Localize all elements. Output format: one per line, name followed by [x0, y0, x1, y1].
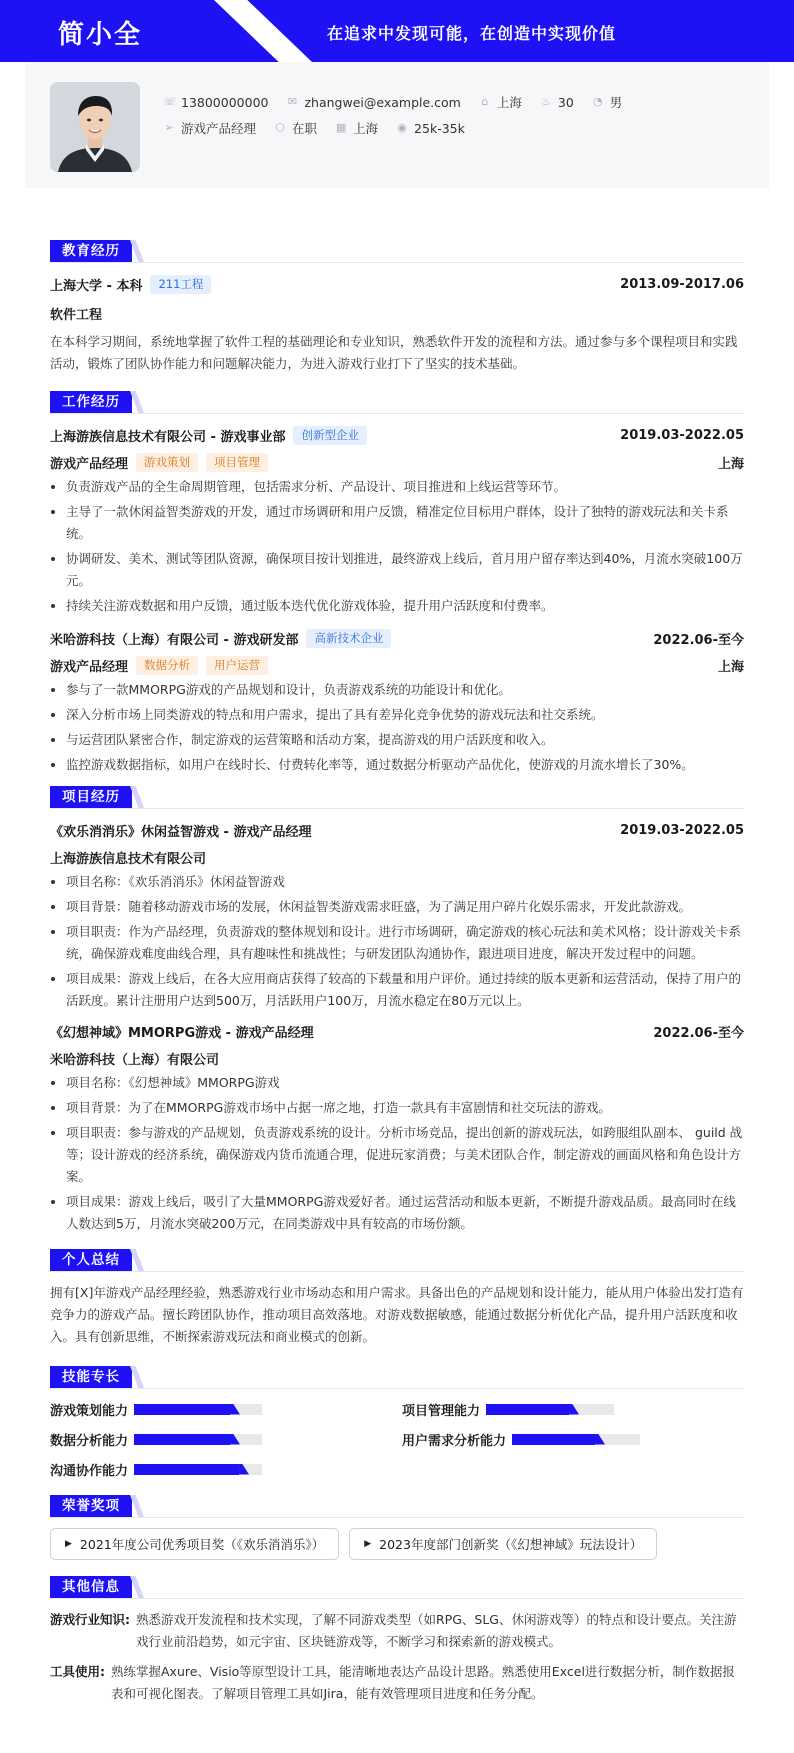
award-item: [349, 1528, 657, 1560]
skill-level-fill: [486, 1404, 569, 1415]
skill-name: 用户需求分析能力: [402, 1433, 507, 1449]
home-icon: ⌂: [481, 95, 489, 108]
work-section: [50, 391, 744, 776]
candidate-name: 简小全: [58, 20, 143, 50]
other-info-text: 熟练掌握Axure、Visio等原型设计工具，能清晰地表达产品设计思路。熟悉使用Excel进行数据分析，制作数据报表和可视化图表。了解项目管理工具如Jira，能有效管理项目进度和任务分配。: [111, 1664, 735, 1701]
company-tag: 高新技术企业: [306, 629, 391, 648]
skill-level-bar: [486, 1404, 614, 1415]
skill-name: 沟通协作能力: [50, 1463, 129, 1479]
skill-level-tail: [569, 1404, 579, 1415]
salary-icon: ◉: [397, 121, 407, 134]
avatar: [50, 82, 140, 172]
summary-text: 拥有[X]年游戏产品经理经验，熟悉游戏行业市场动态和用户需求。具备出色的产品规划和设计能力，能从用户体验出发打造有竞争力的游戏产品。擅长跨团队协作，推动项目高效落地。对游戏数据敏感，能通过数据分析优化产品，提升用户活跃度和收入。具有创新思维，不断探索游戏玩法和商业模式的创新。: [50, 1285, 744, 1344]
skill-item: [50, 1399, 402, 1419]
section-title: 项目经历: [50, 786, 132, 808]
profile-field: [286, 95, 460, 110]
job-role-row: [50, 450, 744, 474]
school-name: 上海大学 - 本科: [50, 278, 143, 294]
company-tag: 创新型企业: [293, 426, 367, 445]
project-header: [50, 1020, 744, 1042]
section-title: 工作经历: [50, 391, 132, 413]
profile-field: [274, 119, 317, 137]
skill-level-tail: [239, 1464, 249, 1475]
other-info-text: 熟悉游戏开发流程和技术实现，了解不同游戏类型（如RPG、SLG、休闲游戏等）的特点和设计要点。关注游戏行业前沿趋势，如元宇宙、区块链游戏等，不断学习和探索新的游戏模式。: [136, 1612, 737, 1649]
project-company-row: [50, 1046, 744, 1070]
project-bullets: [50, 871, 744, 1012]
list-item: • 项目职责：作为产品经理，负责游戏的整体规划和设计。进行市场调研，确定游戏的核心玩法和美术风格；设计游戏关卡系统，确保游戏难度曲线合理，具有趣味性和挑战性；与研发团队沟通协作，跟进项目进度，解决开发过程中的问题。: [66, 921, 744, 965]
list-item: • 负责游戏产品的全生命周期管理，包括需求分析、产品设计、项目推进和上线运营等环节。: [66, 476, 744, 498]
skill-level-bar: [134, 1464, 262, 1475]
project-bullets: [50, 1072, 744, 1235]
skill-name: 游戏策划能力: [50, 1403, 129, 1419]
status-icon: ⬡: [275, 121, 285, 134]
project-company: 米哈游科技（上海）有限公司: [50, 1052, 220, 1068]
job-role-group: [50, 453, 268, 472]
skill-name: 项目管理能力: [402, 1403, 481, 1419]
job-entry: [50, 627, 744, 776]
role-tag: 游戏策划: [136, 453, 198, 472]
job-role: 游戏产品经理: [50, 456, 129, 472]
company-name: 上海游族信息技术有限公司 - 游戏事业部: [50, 429, 286, 445]
company-name: 米哈游科技（上海）有限公司 - 游戏研发部: [50, 632, 299, 648]
summary-section: [50, 1249, 744, 1348]
job-company-group: [50, 629, 391, 648]
job-header: [50, 627, 744, 649]
header-slogan: 在追求中发现可能，在创造中实现价值: [326, 24, 616, 43]
project-date: 2019.03-2022.05: [620, 822, 744, 838]
list-item: • 项目名称：《幻想神域》MMORPG游戏: [66, 1072, 744, 1094]
job-role-group: [50, 656, 268, 675]
section-title: 技能专长: [50, 1366, 132, 1388]
project-name: 《幻想神域》MMORPG游戏 - 游戏产品经理: [50, 1025, 314, 1041]
profile-field-value: zhangwei@example.com: [304, 94, 461, 110]
profile-field-value: 25k-35k: [414, 120, 465, 136]
profile-field-value: 男: [609, 95, 623, 110]
profile-field: [163, 95, 268, 110]
list-item: • 主导了一款休闲益智类游戏的开发，通过市场调研和用户反馈，精准定位目标用户群体，设计了独特的游戏玩法和关卡系统。: [66, 501, 744, 545]
mail-icon: ✉: [287, 95, 298, 108]
building-icon: ▦: [335, 121, 347, 134]
education-date: 2013.09-2017.06: [620, 276, 744, 292]
play-triangle-icon: ▶: [65, 1539, 72, 1549]
profile-field: [592, 93, 623, 111]
role-tag: 用户运营: [206, 656, 268, 675]
job-date: 2019.03-2022.05: [620, 427, 744, 443]
contact-row: [163, 92, 640, 112]
skill-item: [50, 1429, 402, 1449]
skill-level-fill: [134, 1434, 230, 1445]
skill-level-tail: [230, 1434, 240, 1445]
skill-level-fill: [512, 1434, 595, 1445]
project-date: 2022.06-至今: [653, 1025, 744, 1041]
skills-section: [50, 1366, 744, 1479]
project-company: 上海游族信息技术有限公司: [50, 851, 207, 867]
other-info-label: 工具使用:: [50, 1664, 105, 1679]
gender-icon: ◔: [592, 95, 603, 108]
award-text: 2021年度公司优秀项目奖（《欢乐消消乐》）: [79, 1537, 325, 1552]
list-item: • 持续关注游戏数据和用户反馈，通过版本迭代优化游戏体验，提升用户活跃度和付费率。: [66, 595, 744, 617]
project-entry: [50, 1020, 744, 1235]
profile-field-value: 在职: [292, 121, 318, 136]
job-company-group: [50, 426, 367, 445]
job-date: 2022.06-至今: [653, 632, 744, 648]
award-item: [50, 1528, 339, 1560]
other-info-item: [50, 1609, 744, 1653]
header-decoration: [214, 0, 312, 62]
other-info-label: 游戏行业知识:: [50, 1612, 130, 1627]
play-triangle-icon: ▶: [364, 1539, 372, 1549]
other-section: [50, 1576, 744, 1705]
profile-field-value: 30: [557, 94, 574, 110]
role-tag: 数据分析: [136, 656, 198, 675]
skill-level-tail: [230, 1404, 240, 1415]
profile-field-value: 游戏产品经理: [181, 121, 257, 136]
job-intent-row: [163, 118, 640, 138]
projects-section: [50, 786, 744, 1235]
job-bullets: [50, 679, 744, 776]
job-header: [50, 424, 744, 446]
profile-field-value: 13800000000: [181, 94, 269, 110]
education-section: [50, 240, 744, 375]
award-text: 2023年度部门创新奖（《幻想神域》玩法设计）: [379, 1537, 643, 1552]
profile-field: [396, 121, 465, 136]
education-description: 在本科学习期间，系统地掌握了软件工程的基础理论和专业知识，熟悉软件开发的流程和方法。通过参与多个课程项目和实践活动，锻炼了团队协作能力和问题解决能力，为进入游戏行业打下了坚实的技术基础。: [50, 334, 738, 371]
profile-field: [335, 119, 378, 137]
list-item: • 监控游戏数据指标，如用户在线时长、付费转化率等，通过数据分析驱动产品优化，使游戏的月流水增长了30%。: [66, 754, 744, 776]
project-entry: [50, 819, 744, 1012]
skill-level-tail: [595, 1434, 605, 1445]
section-title: 教育经历: [50, 240, 132, 262]
job-role: 游戏产品经理: [50, 659, 129, 675]
job-location: 上海: [717, 456, 744, 472]
skill-item: [402, 1429, 702, 1449]
section-title: 荣誉奖项: [50, 1495, 132, 1517]
profile-card: [25, 62, 769, 188]
profile-field: [163, 119, 256, 137]
section-title: 个人总结: [50, 1249, 132, 1271]
other-info-item: [50, 1661, 744, 1705]
list-item: • 项目成果：游戏上线后，在各大应用商店获得了较高的下载量和用户评价。通过持续的版本更新和运营活动，保持了用户的活跃度。累计注册用户达到500万，月活跃用户100万，月流水稳定在80万元以上。: [66, 968, 744, 1012]
list-item: • 深入分析市场上同类游戏的特点和用户需求，提出了具有差异化竞争优势的游戏玩法和社交系统。: [66, 704, 744, 726]
list-item: • 项目名称：《欢乐消消乐》休闲益智游戏: [66, 871, 744, 893]
role-tag: 项目管理: [206, 453, 268, 472]
list-item: • 项目职责：参与游戏的产品规划，负责游戏系统的设计。分析市场竞品，提出创新的游戏玩法，如跨服组队副本、 guild 战等；设计游戏的经济系统，确保游戏内货币流通合理，促进玩家消费；与美术团队合作，制定游戏的画面风格和角色设计方案。: [66, 1122, 744, 1188]
list-item: • 项目背景：随着移动游戏市场的发展，休闲益智类游戏需求旺盛，为了满足用户碎片化娱乐需求，开发此款游戏。: [66, 896, 744, 918]
job-bullets: [50, 476, 744, 617]
send-icon: ➢: [164, 121, 174, 134]
list-item: • 参与了一款MMORPG游戏的产品规划和设计，负责游戏系统的功能设计和优化。: [66, 679, 744, 701]
major: 软件工程: [50, 307, 103, 323]
project-company-row: [50, 845, 744, 869]
skill-level-fill: [134, 1464, 239, 1475]
awards-section: [50, 1495, 744, 1560]
skill-level-bar: [134, 1434, 262, 1445]
job-entry: [50, 424, 744, 617]
list-item: • 项目背景：为了在MMORPG游戏市场中占据一席之地，打造一款具有丰富剧情和社交玩法的游戏。: [66, 1097, 744, 1119]
section-title: 其他信息: [50, 1576, 132, 1598]
profile-field: [540, 95, 574, 110]
list-item: • 项目成果：游戏上线后，吸引了大量MMORPG游戏爱好者。通过运营活动和版本更新，不断提升游戏品质。最高同时在线人数达到5万，月流水突破200万元，在同类游戏中具有较高的市场份额。: [66, 1191, 744, 1235]
school-tag: 211工程: [150, 275, 211, 294]
project-name: 《欢乐消消乐》休闲益智游戏 - 游戏产品经理: [50, 824, 312, 840]
skill-level-fill: [134, 1404, 230, 1415]
skill-level-bar: [512, 1434, 640, 1445]
skill-name: 数据分析能力: [50, 1433, 129, 1449]
cake-icon: ♨: [540, 95, 551, 108]
profile-field-value: 上海: [353, 121, 379, 136]
list-item: • 与运营团队紧密合作，制定游戏的运营策略和活动方案，提高游戏的用户活跃度和收入。: [66, 729, 744, 751]
profile-field: [479, 93, 522, 111]
resume-header: [0, 0, 794, 62]
phone-icon: ☏: [163, 95, 177, 108]
skill-item: [50, 1459, 402, 1479]
job-role-row: [50, 653, 744, 677]
list-item: • 协调研发、美术、测试等团队资源，确保项目按计划推进，最终游戏上线后，首月用户留存率达到40%，月流水突破100万元。: [66, 548, 744, 592]
skill-level-bar: [134, 1404, 262, 1415]
skill-item: [402, 1399, 702, 1419]
job-location: 上海: [717, 659, 744, 675]
project-header: [50, 819, 744, 841]
profile-field-value: 上海: [496, 95, 522, 110]
